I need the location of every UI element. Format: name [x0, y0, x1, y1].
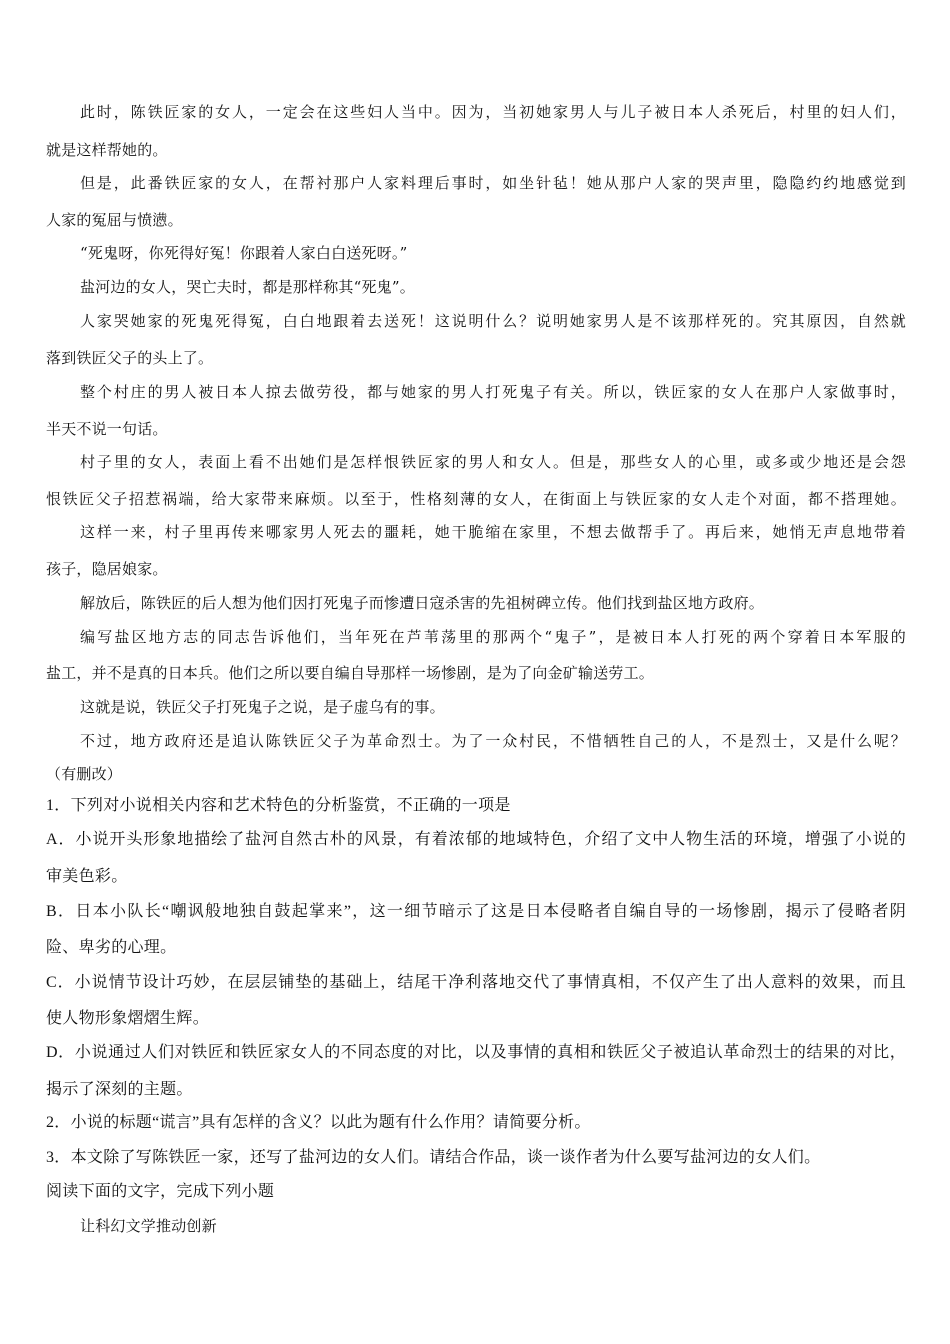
option-a-cont: 审美色彩。 — [46, 868, 128, 885]
paragraph-line: 村子里的女人，表面上看不出她们是怎样恨铁匠家的男人和女人。但是，那些女人的心里，或多或少地还是会怨 — [80, 453, 906, 471]
paragraph-line: 这就是说，铁匠父子打死鬼子之说，是子虚乌有的事。 — [80, 698, 445, 716]
paragraph-line: 整个村庄的男人被日本人掠去做劳役，都与她家的男人打死鬼子有关。所以，铁匠家的女人在那户人家做事时， — [80, 383, 906, 401]
paragraph-line: 人家的冤屈与愤懑。 — [46, 211, 183, 229]
paragraph-line: 人家哭她家的死鬼死得冤，白白地跟着去送死！这说明什么？说明她家男人是不该那样死的。究其原因，自然就 — [80, 312, 906, 330]
option-d-cont: 揭示了深刻的主题。 — [46, 1081, 193, 1098]
option-a: A．小说开头形象地描绘了盐河自然古朴的风景，有着浓郁的地域特色，介绍了文中人物生活的环境，增强了小说的 — [46, 831, 906, 848]
question-1: 1．下列对小说相关内容和艺术特色的分析鉴赏，不正确的一项是 — [46, 797, 511, 814]
paragraph-line: 不过，地方政府还是追认陈铁匠父子为革命烈士。为了一众村民，不惜牺牲自己的人，不是烈士，又是什么呢？ — [80, 732, 906, 750]
passage-title: 让科幻文学推动创新 — [80, 1217, 217, 1235]
paragraph-line: 解放后，陈铁匠的后人想为他们因打死鬼子而惨遭日寇杀害的先祖树碑立传。他们找到盐区地方政府。 — [80, 594, 765, 612]
paragraph-line: 这样一来，村子里再传来哪家男人死去的噩耗，她干脆缩在家里，不想去做帮手了。再后来，她悄无声息地带着 — [80, 523, 906, 541]
paragraph-line: 就是这样帮她的。 — [46, 141, 168, 159]
option-c-cont: 使人物形象熠熠生辉。 — [46, 1010, 210, 1027]
option-c: C．小说情节设计巧妙，在层层铺垫的基础上，结尾干净利落地交代了事情真相，不仅产生了出人意料的效果，而且 — [46, 974, 906, 991]
option-b: B．日本小队长“嘲讽般地独自鼓起掌来”，这一细节暗示了这是日本侵略者自编自导的一场惨剧，揭示了侵略者阴 — [46, 903, 906, 920]
paragraph-line: 盐工，并不是真的日本兵。他们之所以要自编自导那样一场惨剧，是为了向金矿输送劳工。 — [46, 664, 655, 682]
paragraph-line: 落到铁匠父子的头上了。 — [46, 349, 214, 367]
paragraph-line: 编写盐区地方志的同志告诉他们，当年死在芦苇荡里的那两个“鬼子”，是被日本人打死的两个穿着日本军服的 — [80, 628, 906, 646]
paragraph-line: 孩子，隐居娘家。 — [46, 560, 168, 578]
reading-instruction: 阅读下面的文字，完成下列小题 — [46, 1183, 275, 1200]
paragraph-line: 半天不说一句话。 — [46, 420, 168, 438]
paragraph-line: 此时，陈铁匠家的女人，一定会在这些妇人当中。因为，当初她家男人与儿子被日本人杀死后，村里的妇人们， — [80, 103, 906, 121]
question-3: 3．本文除了写陈铁匠一家，还写了盐河边的女人们。请结合作品，谈一谈作者为什么要写盐河边的女人们。 — [46, 1149, 821, 1166]
source-note: （有删改） — [46, 765, 123, 783]
paragraph-line: 恨铁匠父子招惹祸端，给大家带来麻烦。以至于，性格刻薄的女人，在街面上与铁匠家的女人走个对面，都不搭理她。 — [46, 490, 906, 508]
option-d: D．小说通过人们对铁匠和铁匠家女人的不同态度的对比，以及事情的真相和铁匠父子被追认革命烈士的结果的对比， — [46, 1044, 906, 1061]
question-2: 2．小说的标题“谎言”具有怎样的含义？以此为题有什么作用？请简要分析。 — [46, 1114, 591, 1131]
option-b-cont: 险、卑劣的心理。 — [46, 939, 177, 956]
paragraph-line: 但是，此番铁匠家的女人，在帮衬那户人家料理后事时，如坐针毡！她从那户人家的哭声里，隐隐约约地感觉到 — [80, 174, 906, 192]
paragraph-line: 盐河边的女人，哭亡夫时，都是那样称其“死鬼”。 — [80, 278, 415, 296]
paragraph-line: “死鬼呀，你死得好冤！你跟着人家白白送死呀。” — [80, 244, 408, 262]
